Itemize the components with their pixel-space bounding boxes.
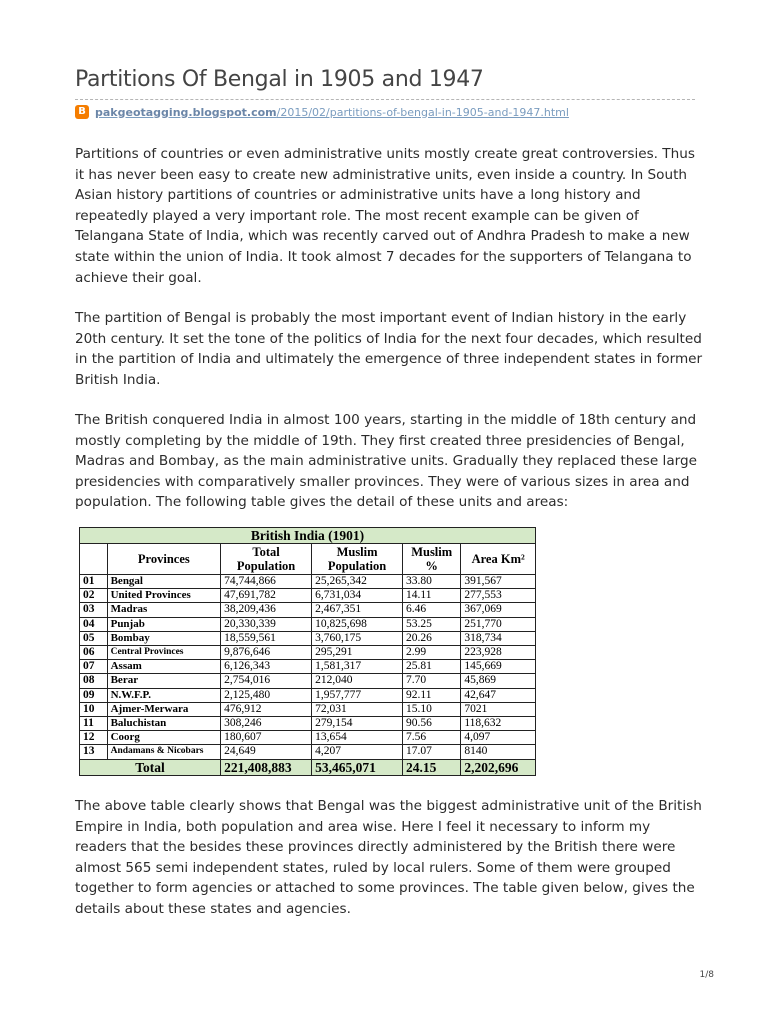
row-muslim-population: 1,957,777: [312, 688, 403, 702]
row-province: Madras: [107, 603, 220, 617]
row-province: Bombay: [107, 631, 220, 645]
row-province: Ajmer-Merwara: [107, 702, 220, 716]
row-index: 01: [80, 575, 108, 589]
row-index: 06: [80, 646, 108, 660]
row-muslim-percent: 7.56: [403, 731, 461, 745]
source-link[interactable]: [95, 106, 569, 119]
row-area: 367,069: [461, 603, 536, 617]
row-muslim-percent: 92.11: [403, 688, 461, 702]
row-muslim-population: 6,731,034: [312, 589, 403, 603]
header-total-population: Total Population: [221, 544, 312, 575]
row-muslim-population: 13,654: [312, 731, 403, 745]
row-province: Bengal: [107, 575, 220, 589]
row-total-population: 24,649: [221, 745, 312, 759]
row-area: 251,770: [461, 617, 536, 631]
row-muslim-percent: 33.80: [403, 575, 461, 589]
row-muslim-population: 3,760,175: [312, 631, 403, 645]
paragraph-4: The above table clearly shows that Bengal was the biggest administrative unit of the British Empire in India, both population and area wise. Here I feel it necessary to inform my readers that the besides these provinces directly administered by the British there were almost 565 semi independent states, ruled by local rulers. Some of them were grouped together to form agencies or attached to some provinces. The table given below, gives the details about these states and agencies.: [75, 798, 702, 917]
total-muslim-population: 53,465,071: [312, 759, 403, 775]
total-area: 2,202,696: [461, 759, 536, 775]
table-row: [80, 745, 536, 759]
row-area: 42,647: [461, 688, 536, 702]
row-area: 7021: [461, 702, 536, 716]
row-muslim-population: 10,825,698: [312, 617, 403, 631]
row-index: 05: [80, 631, 108, 645]
header-index: [80, 544, 108, 575]
table-row: [80, 688, 536, 702]
row-province: Baluchistan: [107, 717, 220, 731]
row-area: 45,869: [461, 674, 536, 688]
header-provinces: Provinces: [107, 544, 220, 575]
total-muslim-percent: 24.15: [403, 759, 461, 775]
row-muslim-percent: 53.25: [403, 617, 461, 631]
row-muslim-percent: 25.81: [403, 660, 461, 674]
source-path: /2015/02/partitions-of-bengal-in-1905-and-1947.html: [276, 105, 569, 119]
total-population: 221,408,883: [221, 759, 312, 775]
header-muslim-percent: Muslim %: [403, 544, 461, 575]
row-index: 02: [80, 589, 108, 603]
row-province: Central Provinces: [107, 646, 220, 660]
row-muslim-percent: 6.46: [403, 603, 461, 617]
row-total-population: 20,330,339: [221, 617, 312, 631]
row-province: United Provinces: [107, 589, 220, 603]
row-muslim-population: 212,040: [312, 674, 403, 688]
row-muslim-population: 279,154: [312, 717, 403, 731]
table-row: [80, 660, 536, 674]
row-province: Punjab: [107, 617, 220, 631]
row-muslim-percent: 17.07: [403, 745, 461, 759]
row-muslim-population: 1,581,317: [312, 660, 403, 674]
row-index: 03: [80, 603, 108, 617]
row-total-population: 308,246: [221, 717, 312, 731]
row-muslim-population: 295,291: [312, 646, 403, 660]
row-muslim-population: 2,467,351: [312, 603, 403, 617]
row-area: 4,097: [461, 731, 536, 745]
row-area: 391,567: [461, 575, 536, 589]
row-province: Coorg: [107, 731, 220, 745]
british-india-table: [79, 527, 536, 776]
table-row: [80, 617, 536, 631]
row-area: 145,669: [461, 660, 536, 674]
page-title: Partitions Of Bengal in 1905 and 1947: [75, 67, 484, 92]
table-row: [80, 646, 536, 660]
row-muslim-percent: 20.26: [403, 631, 461, 645]
row-province: Assam: [107, 660, 220, 674]
row-total-population: 18,559,561: [221, 631, 312, 645]
british-india-table-figure: [79, 527, 614, 776]
row-total-population: 9,876,646: [221, 646, 312, 660]
row-muslim-percent: 14.11: [403, 589, 461, 603]
row-muslim-percent: 2.99: [403, 646, 461, 660]
row-area: 223,928: [461, 646, 536, 660]
row-area: 8140: [461, 745, 536, 759]
row-muslim-percent: 90.56: [403, 717, 461, 731]
paragraph-1: Partitions of countries or even administrative units mostly create great controversies. Thus it has never been easy to create new administrative units, even inside a country. In South Asian history partitions of countries or administrative units have a long history and repeatedly played a very important role. The most recent example can be given of Telangana State of India, which was recently carved out of Andhra Pradesh to make a new state within the union of India. It took almost 7 decades for the supporters of Telangana to achieve their goal.: [75, 146, 695, 286]
row-province: N.W.F.P.: [107, 688, 220, 702]
row-area: 118,632: [461, 717, 536, 731]
row-province: Andamans & Nicobars: [107, 745, 220, 759]
row-total-population: 2,125,480: [221, 688, 312, 702]
row-total-population: 180,607: [221, 731, 312, 745]
row-index: 10: [80, 702, 108, 716]
table-row: [80, 702, 536, 716]
row-muslim-population: 25,265,342: [312, 575, 403, 589]
table-row: [80, 589, 536, 603]
row-index: 11: [80, 717, 108, 731]
source-line: [75, 105, 569, 119]
paragraph-3: The British conquered India in almost 100 years, starting in the middle of 18th century and mostly completing by the middle of 19th. They first created three presidencies of Bengal, Madras and Bombay, as the main administrative units. Gradually they replaced these large presidencies with comparatively smaller provinces. They were of various sizes in area and population. The following table gives the detail of these units and areas:: [75, 412, 698, 511]
table-row: [80, 631, 536, 645]
table-caption: British India (1901): [80, 528, 536, 544]
row-index: 13: [80, 745, 108, 759]
row-index: 04: [80, 617, 108, 631]
row-index: 12: [80, 731, 108, 745]
table-row: [80, 731, 536, 745]
source-domain: pakgeotagging.blogspot.com: [95, 105, 277, 119]
table-row: [80, 603, 536, 617]
table-row: [80, 674, 536, 688]
row-total-population: 38,209,436: [221, 603, 312, 617]
row-index: 07: [80, 660, 108, 674]
row-total-population: 2,754,016: [221, 674, 312, 688]
row-muslim-percent: 15.10: [403, 702, 461, 716]
blogger-icon: B: [75, 105, 89, 119]
page-number: 1/8: [699, 970, 714, 980]
table-total-row: [80, 759, 536, 775]
row-total-population: 74,744,866: [221, 575, 312, 589]
row-muslim-percent: 7.70: [403, 674, 461, 688]
table-row: [80, 575, 536, 589]
title-divider: [75, 99, 695, 100]
row-area: 318,734: [461, 631, 536, 645]
row-index: 09: [80, 688, 108, 702]
header-area: Area Km²: [461, 544, 536, 575]
total-label: Total: [80, 759, 221, 775]
row-area: 277,553: [461, 589, 536, 603]
row-index: 08: [80, 674, 108, 688]
row-total-population: 476,912: [221, 702, 312, 716]
row-muslim-population: 72,031: [312, 702, 403, 716]
row-total-population: 6,126,343: [221, 660, 312, 674]
row-muslim-population: 4,207: [312, 745, 403, 759]
header-muslim-population: Muslim Population: [312, 544, 403, 575]
row-province: Berar: [107, 674, 220, 688]
row-total-population: 47,691,782: [221, 589, 312, 603]
table-row: [80, 717, 536, 731]
paragraph-2: The partition of Bengal is probably the most important event of Indian history in the early 20th century. It set the tone of the politics of India for the next four decades, which resulted in the partition of India and ultimately the emergence of three independent states in former British India.: [75, 310, 703, 388]
